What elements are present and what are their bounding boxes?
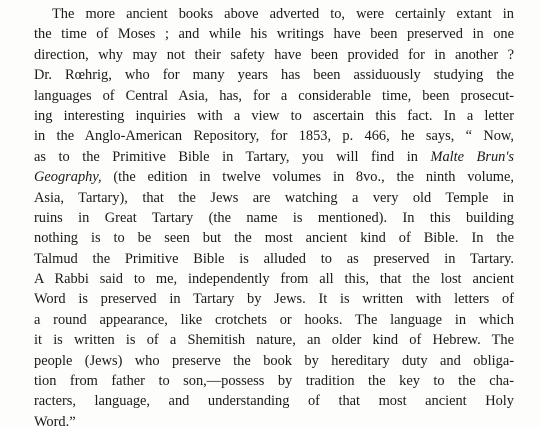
text-line [34, 167, 514, 187]
text-line: Word is preserved in Tartary by Jews. It is written with letters of [34, 291, 514, 308]
italic-text: Malte Brun's [430, 148, 515, 165]
line-text: as to the Primitive Bible in Tartary, you will find in [34, 148, 431, 165]
text-line [34, 147, 514, 167]
text-line: ing interesting inquiries with a view to ascertain this fact. In a letter [34, 107, 514, 124]
text-line: Talmud the Primitive Bible is alluded to as preserved in Tartary. [34, 250, 514, 267]
text-line: direction, why may not their safety have been provided for in another ? [34, 46, 514, 63]
text-line: it is written is of a Shemitish nature, an older kind of Hebrew. The [34, 332, 514, 349]
text-line: in the Anglo-American Repository, for 1853, p. 466, he says, “ Now, [34, 128, 514, 145]
text-line: languages of Central Asia, has, for a considerable time, been prosecut- [34, 87, 514, 104]
line-text: (the edition in twelve volumes in 8vo., the ninth volume, [101, 169, 514, 186]
text-line: Asia, Tartary), that the Jews are watching a very old Temple in [34, 189, 514, 206]
italic-text: Geography, [34, 169, 102, 186]
text-line: The more ancient books above adverted to, were certainly extant in [52, 6, 514, 22]
text-line: a round appearance, like crotchets or hooks. The language in which [34, 311, 514, 328]
text-line: nothing is to be seen but the most ancient kind of Bible. In the [34, 230, 514, 247]
text-line: tion from father to son,—possess by tradition the key to the cha- [34, 373, 514, 390]
paragraph [34, 4, 514, 432]
text-line: people (Jews) who preserve the book by hereditary duty and obliga- [34, 352, 514, 369]
text-line: Dr. Rœhrig, who for many years has been assiduously studying the [34, 67, 514, 84]
text-line: racters, language, and understanding of that most ancient Holy [34, 393, 514, 410]
text-line: A Rabbi said to me, independently from all this, that the lost ancient [34, 271, 514, 288]
text-line: Word.” [34, 413, 76, 430]
text-line: the time of Moses ; and while his writings have been preserved in one [34, 26, 514, 43]
text-line: ruins in Great Tartary (the name is mentioned). In this building [34, 209, 514, 226]
